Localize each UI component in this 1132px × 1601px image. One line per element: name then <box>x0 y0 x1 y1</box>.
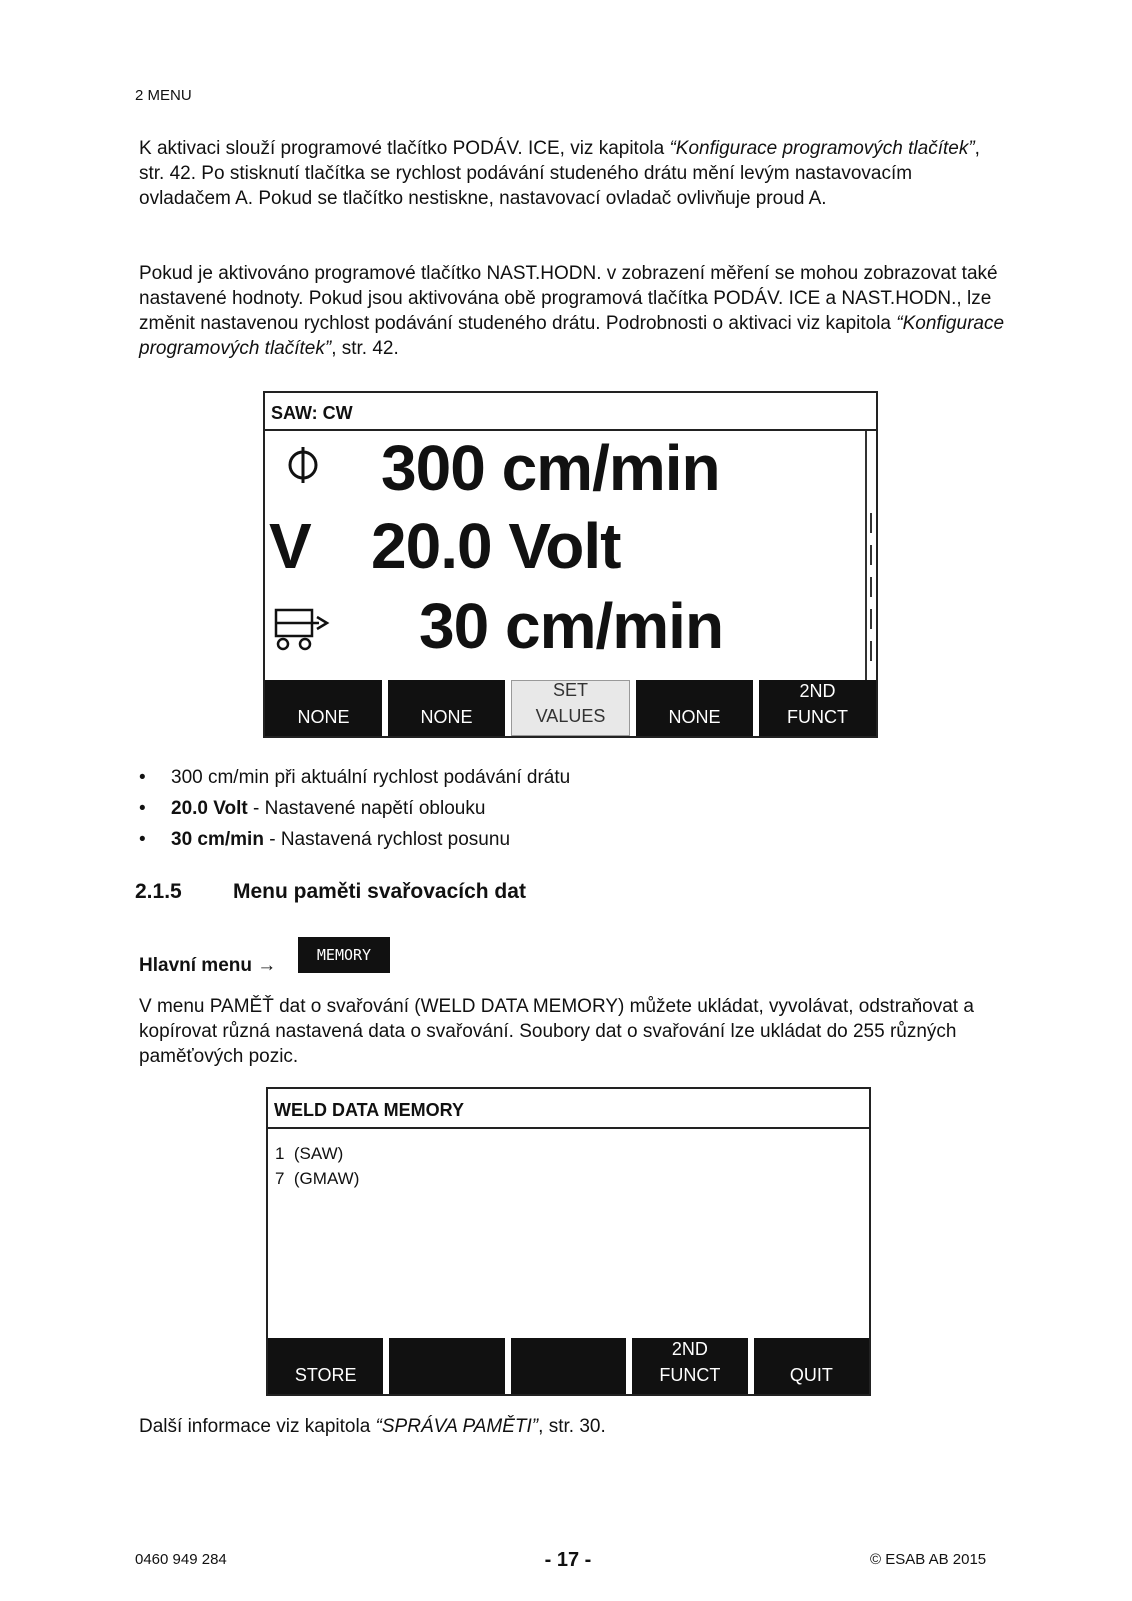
softkey-2[interactable] <box>389 1338 504 1394</box>
section-number: 2.1.5 <box>135 880 182 903</box>
softkey-2-label: NONE <box>420 707 473 727</box>
screen-title: WELD DATA MEMORY <box>268 1089 869 1129</box>
bullet-text: 300 cm/min při aktuální rychlost podávání drátu <box>171 767 571 788</box>
softkey-3-line1: SET <box>552 680 588 700</box>
paragraph-1 <box>139 136 1009 211</box>
softkey-3-label: VALUES <box>535 706 606 726</box>
paragraph-2-text-b: , str. 42. <box>331 338 399 359</box>
softkey-set-values[interactable] <box>511 680 630 736</box>
weld-data-memory-screen <box>266 1087 871 1396</box>
running-header: 2 MENU <box>135 87 192 104</box>
paragraph-3: V menu PAMĚŤ dat o svařování (WELD DATA MEMORY) můžete ukládat, vyvolávat, odstraňovat a kopírovat různá nastavená data o svařování. Soubory dat o svařování lze ukládat do 255 různých paměťových pozic. <box>139 996 974 1067</box>
paragraph-4 <box>139 1414 1009 1439</box>
softkey-3[interactable] <box>511 1338 626 1394</box>
bullet-dot: • <box>139 767 146 788</box>
section-title: Menu paměti svařovacích dat <box>233 880 526 903</box>
softkey-quit[interactable] <box>754 1338 869 1394</box>
measurement-screen <box>263 391 878 738</box>
memory-list-item[interactable]: 1 (SAW) <box>275 1144 344 1163</box>
paragraph-4-reference: “SPRÁVA PAMĚTI” <box>375 1416 539 1437</box>
bullet-bold: 30 cm/min <box>171 829 264 850</box>
scrollbar-mark <box>870 577 872 597</box>
paragraph-4-text-a: Další informace viz kapitola <box>139 1416 376 1437</box>
document-number: 0460 949 284 <box>135 1551 227 1568</box>
scrollbar-mark <box>870 609 872 629</box>
scrollbar-mark <box>870 545 872 565</box>
paragraph-4-text-b: , str. 30. <box>538 1416 606 1437</box>
softkey-4-label: FUNCT <box>659 1365 721 1385</box>
travel-speed-value: 30 cm/min <box>419 590 724 662</box>
wire-feed-speed-value: 300 cm/min <box>381 432 720 504</box>
bullet-dot: • <box>139 798 146 819</box>
voltage-symbol: V <box>269 510 311 582</box>
voltage-value: 20.0 Volt <box>371 510 621 582</box>
memory-list <box>275 1141 359 1191</box>
softkey-5-label: QUIT <box>789 1365 833 1385</box>
softkey-4-label: NONE <box>668 707 721 727</box>
softkey-1-label: STORE <box>294 1365 357 1385</box>
paragraph-1-text-b: , str. 42. Po stisknutí tlačítka se rychlost podávání studeného drátu mění levým nastavovacím ovladačem A. Pokud se tlačítko nestiskne, nastavovací ovladač ovlivňuje proud A. <box>139 138 980 209</box>
softkey-5-line1: 2ND <box>799 681 836 701</box>
paragraph-1-reference: “Konfigurace programových tlačítek” <box>669 138 975 159</box>
softkey-store[interactable] <box>268 1338 383 1394</box>
bullet-text: - Nastavená rychlost posunu <box>263 829 511 850</box>
softkey-bar <box>265 680 876 736</box>
softkey-2nd-funct[interactable] <box>632 1338 747 1394</box>
bullet-bold: 20.0 Volt <box>171 798 248 819</box>
paragraph-2-reference: “Konfigurace programových tlačítek” <box>139 313 1005 359</box>
softkey-4[interactable] <box>636 680 753 736</box>
paragraph-2 <box>139 261 1009 361</box>
softkey-2nd-funct[interactable] <box>759 680 876 736</box>
wire-diameter-icon <box>281 445 325 485</box>
paragraph-1-text-a: K aktivaci slouží programové tlačítko PODÁV. ICE, viz kapitola <box>139 138 670 159</box>
softkey-bar <box>268 1338 869 1394</box>
copyright: © ESAB AB 2015 <box>870 1551 987 1568</box>
travel-carriage-icon <box>273 607 339 653</box>
softkey-2[interactable] <box>388 680 505 736</box>
softkey-4-line1: 2ND <box>671 1339 708 1359</box>
scrollbar-mark <box>870 641 872 661</box>
paragraph-2-text-a: Pokud je aktivováno programové tlačítko NAST.HODN. v zobrazení měření se mohou zobrazovat také nastavené hodnoty. Pokud jsou aktivována obě programová tlačítka PODÁV. ICE a NAST.HODN., lze změnit nastavenou rychlost podávání studeného drátu. Podrobnosti o aktivaci viz kapitola <box>139 263 998 334</box>
memory-list-item[interactable]: 7 (GMAW) <box>275 1169 360 1188</box>
memory-menu-badge: MEMORY <box>298 937 390 973</box>
page-number: - 17 - <box>544 1549 592 1571</box>
softkey-1[interactable] <box>265 680 382 736</box>
softkey-5-label: FUNCT <box>787 707 848 727</box>
bullet-text: - Nastavené napětí oblouku <box>247 798 486 819</box>
main-menu-path: Hlavní menu → <box>139 955 277 976</box>
bullet-dot: • <box>139 829 146 850</box>
screen-title: SAW: CW <box>265 393 876 431</box>
softkey-1-label: NONE <box>297 707 350 727</box>
scrollbar-mark <box>870 513 872 533</box>
